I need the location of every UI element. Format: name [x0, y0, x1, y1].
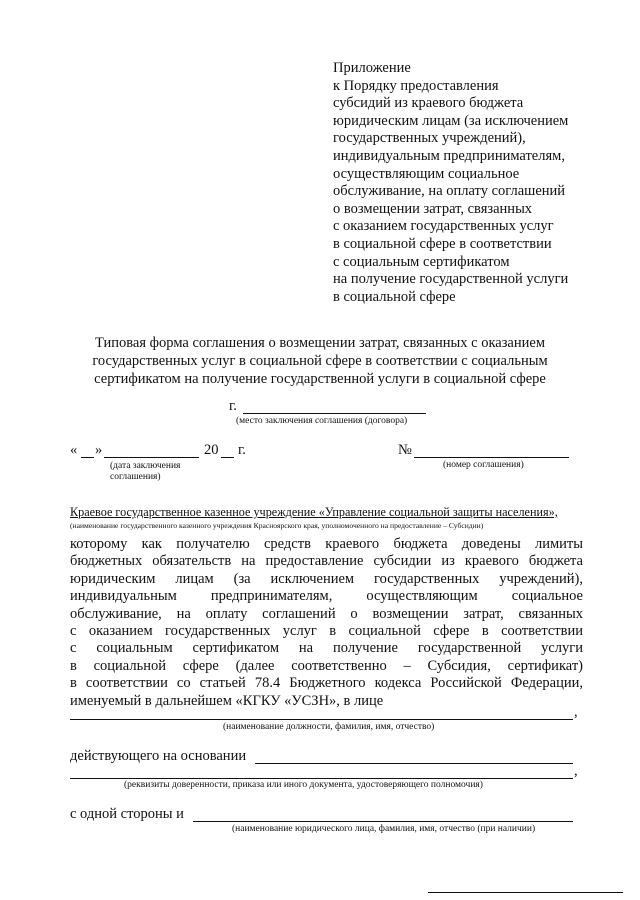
- appendix-line: субсидий из краевого бюджета: [333, 95, 524, 112]
- paragraph-line: с оказанием государственных услуг в социальной сфере в соответствии: [70, 623, 583, 640]
- number-caption: (номер соглашения): [443, 460, 524, 470]
- appendix-line: к Порядку предоставления: [333, 77, 499, 94]
- place-field[interactable]: [243, 412, 426, 414]
- appendix-line: осуществляющим социальное: [333, 165, 520, 182]
- date-year-field[interactable]: [221, 456, 234, 458]
- paragraph-line: в социальной сфере (далее соответственно – Субсидия, сертификат): [70, 657, 583, 674]
- paragraph-last-line: именуемый в дальнейшем «КГКУ «УСЗН», в лице: [70, 692, 384, 709]
- title-line: сертификатом на получение государственной услуги в социальной сфере: [94, 371, 546, 387]
- appendix-line: с социальным сертификатом: [333, 253, 510, 270]
- paragraph-line: в соответствии со статьей 78.4 Бюджетного кодекса Российской Федерации,: [70, 675, 583, 692]
- basis-comma: ,: [574, 763, 578, 779]
- place-prefix: г.: [229, 398, 237, 414]
- date-month-field[interactable]: [104, 456, 199, 458]
- appendix-line: о возмещении затрат, связанных: [333, 200, 533, 217]
- date-year-prefix: 20: [204, 442, 219, 458]
- title-line: Типовая форма соглашения о возмещении затрат, связанных с оказанием: [95, 335, 545, 351]
- institution-name: Краевое государственное казенное учреждение «Управление социальной защиты населения»,: [70, 505, 558, 519]
- appendix-line: обслуживание, на оплату соглашений: [333, 183, 566, 200]
- official-caption: (наименование должности, фамилия, имя, отчество): [223, 722, 435, 732]
- date-day-field[interactable]: [81, 456, 94, 458]
- paragraph-line: юридическим лицам (за исключением государственных учреждений),: [70, 570, 583, 587]
- date-close-quote: »: [95, 442, 103, 458]
- agreement-paragraph: [70, 536, 583, 710]
- place-caption: (место заключения соглашения (договора): [236, 416, 408, 426]
- appendix-line: с оказанием государственных услуг: [333, 218, 554, 235]
- date-open-quote: «: [70, 442, 78, 458]
- basis-field[interactable]: [255, 762, 573, 764]
- date-year-suffix: г.: [238, 442, 246, 458]
- institution-caption: (наименование государственного казенного учреждения Красноярского края, уполномоченного на предоставление – Субсидии): [70, 521, 484, 530]
- date-caption-line1: (дата заключения: [110, 461, 181, 471]
- paragraph-line: обслуживание, на оплату соглашений о возмещении затрат, связанных: [70, 605, 583, 622]
- number-field[interactable]: [414, 456, 569, 458]
- appendix-line: государственных учреждений),: [333, 130, 526, 147]
- appendix-line: индивидуальным предпринимателям,: [333, 147, 565, 164]
- paragraph-line: которому как получателю средств краевого бюджета доведены лимиты: [70, 536, 583, 552]
- date-caption-line2: соглашения): [110, 472, 161, 482]
- party-caption: (наименование юридического лица, фамилия, имя, отчество (при наличии): [232, 824, 536, 834]
- appendix-line: на получение государственной услуги: [333, 271, 569, 288]
- number-sign: №: [398, 442, 412, 458]
- basis-field-line2[interactable]: [70, 777, 573, 779]
- title-line: государственных услуг в социальной сфере в соответствии с социальным: [92, 353, 548, 369]
- footnote-separator: [428, 892, 623, 893]
- paragraph-line: с социальным сертификатом на получение государственной услуги: [70, 640, 583, 657]
- basis-label: действующего на основании: [70, 748, 247, 764]
- paragraph-line: бюджетных обязательств на предоставление субсидии из краевого бюджета: [70, 553, 583, 570]
- official-comma: ,: [574, 704, 578, 720]
- official-field[interactable]: [70, 718, 573, 720]
- appendix-line: в социальной сфере в соответствии: [333, 235, 552, 252]
- appendix-header: [333, 60, 633, 306]
- party-label: с одной стороны и: [70, 806, 184, 822]
- party-field[interactable]: [193, 820, 573, 822]
- basis-caption: (реквизиты доверенности, приказа или иного документа, удостоверяющего полномочия): [124, 780, 483, 790]
- paragraph-line: индивидуальным предпринимателям, осуществляющим социальное: [70, 588, 583, 605]
- appendix-line: в социальной сфере: [333, 288, 456, 305]
- appendix-line: юридическим лицам (за исключением: [333, 112, 569, 129]
- appendix-line: Приложение: [333, 60, 411, 76]
- document-title: [60, 334, 580, 388]
